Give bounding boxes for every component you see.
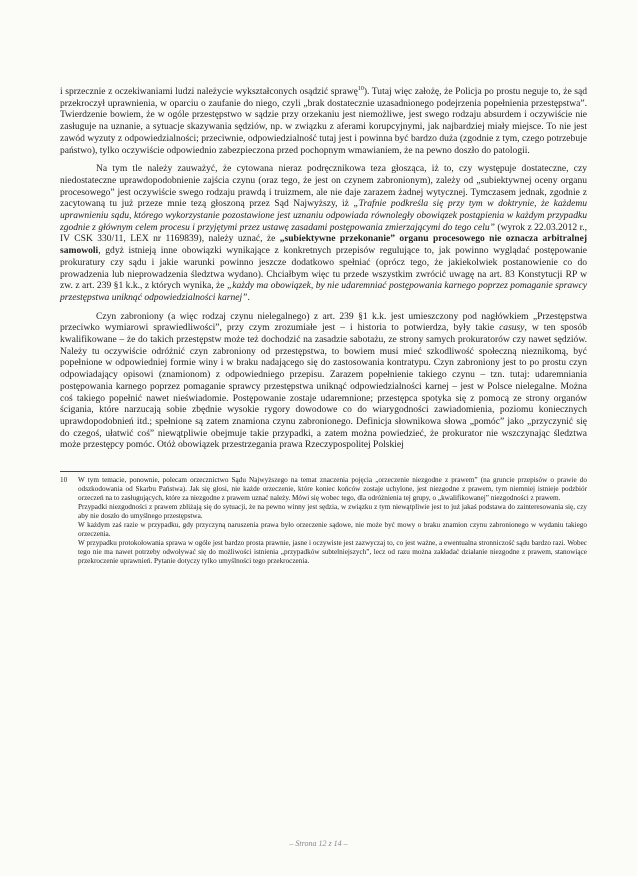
footnote-separator [60, 471, 240, 472]
footnote-paragraph-3: W każdym zaś razie w przypadku, gdy przyczyną naruszenia prawa było orzeczenie sądowe, nie może być mowy o braku znamion czynu zabronionego w wydaniu takiego orzeczenia. [78, 521, 587, 539]
text-run: i sprzecznie z oczekiwaniami ludzi należycie wykształconych osądzić sprawę [60, 86, 358, 97]
paragraph-3 [60, 311, 587, 451]
text-run: (wyrok z 22.03.2012 r., IV CSK 330/11, LEX nr 1169839), należy uznać, że [60, 221, 587, 245]
text-run: , w ten sposób kwalifikowane – że do takich przestępstw może też dochodzić na zasadzie sabotażu, ze strony samych prokuratorów czy nawet sędziów. Należy tu oczywiście odróżnić czyn zabroniony od przestępstwa, to bowiem musi mieć szkodliwość społeczną nieznikomą, być popełnione w odpowiedniej formie winy i w braku nadającego się do zastosowania kontratypu. Czyn zabroniony jest to po prostu czyn odpowiadający opisowi (znamionom) z odpowiedniego przepisu. Zarazem popełnienie takiego czynu – tzn. tutaj: udaremniania postępowania karnego poprzez pomaganie sprawcy przestępstwa uniknąć odpowiedzialności karnej – jest w Polsce nielegalne. Można coś takiego popełnić nawet nieświadomie. Postępowanie zostaje udaremnione; przestępca spotyka się z pomocą ze strony organów ścigania, które narzucają sobie zbędnie wysokie rygory dowodowe co do wiarygodności zawiadomienia, poziomu koniecznych uprawdopodobnień itd.; spełnione są zatem znamiona czynu zabronionego. Definicja słownikowa słowa „pomóc” jako „przyczynić się do czegoś, ułatwić coś” niewątpliwie obejmuje takie przypadki, a zatem można powiedzieć, że prokurator nie wszczynając śledztwa może przestępcy pomóc. Otóż obowiązek przestrzegania prawa Rzeczypospolitej Polskiej [60, 322, 587, 451]
text-run: „każdy ma obowiązek, by nie udaremniać postępowania karnego poprzez pomaganie sprawcy przestępstwa uniknąć odpowiedzialności karnej” [60, 280, 587, 303]
text-run: casusy [499, 322, 525, 334]
page-number: – Strona 12 z 14 – [289, 839, 348, 848]
text-run: „subiektywne przekonanie” organu procesowego nie oznacza arbitralnej samowoli [60, 233, 587, 257]
footnote-paragraph-2: Przypadki niezgodności z prawem zbliżają się do sytuacji, że na pewno winny jest sędzia, w związku z tym niewątpliwie jest to już jakaś podstawa do zainteresowania się, czy aby nie doszło do umyślnego przestępstwa. [78, 503, 587, 521]
text-run: „Trafnie podkreśla się przy tym w doktrynie, że każdemu uprawnieniu sądu, którego wykorzystanie pozostawione jest uznaniu odpowiada równoległy obowiązek postąpienia w każdym przypadku zgodnie z głównym celem procesu i przyjętymi przez ustawę zasadami postępowania zmierzającymi do tego celu” [60, 198, 587, 233]
text-run: , gdyż istnieją inne obowiązki wynikające z konkretnych przepisów regulujące to, jak powinno wyglądać postępowanie prokuratury czy sądu i jakie warunki powinno jeszcze dodatkowo spełniać (oprócz tego, że jakiekolwiek postanowienie co do prowadzenia lub nieprowadzenia śledztwa wydano). Chciałbym więc tu przede wszystkim zwrócić uwagę na art. 83 Konstytucji RP w zw. z art. 239 §1 k.k., z których wynika, że [60, 245, 587, 292]
footnote-body [78, 476, 587, 566]
text-run: Czyn zabroniony (a więc rodzaj czynu nielegalnego) z art. 239 §1 k.k. jest umieszczony pod nagłówkiem „Przestępstwa przeciwko wymiarowi sprawiedliwości”, przy czym zrozumiałe jest – i historia to potwierdza, były takie [60, 310, 587, 334]
text-run: Na tym tle należy zauważyć, że cytowana nieraz podręcznikowa teza głosząca, iż to, czy występuje dostateczne, czy niedostateczne uprawdopodobnienie zajścia czynu (oraz tego, że jest on czynem zabronionym), zależy od „subiektywnej oceny organu procesowego” jest oczywiście swego rodzaju prawdą i truizmem, ale nie daje zarazem żadnej wytycznej. Tymczasem jednak, zgodnie z zacytowaną tu już przeze mnie tezą głoszoną przez Sąd Najwyższy, iż [60, 163, 587, 210]
paragraph-1 [60, 86, 587, 156]
text-run: ). Tutaj więc założę, że Policja po prostu neguje to, że sąd przekroczył uprawnienia, w oparciu o zaufanie do niego, czyli „brak dostatecznie uzasadnionego podejrzenia popełnienia przestępstwa”. Twierdzenie bowiem, że w ogóle przestępstwo w sądzie przy orzekaniu jest niemożliwe, jest swego rodzaju absurdem i oczywiście nie zasługuje na uznanie, a sytuacje skazywania sędziów, np. w związku z aferami korupcyjnymi, jak najbardziej miały miejsce. To nie jest zawód wyzuty z odpowiedzialności; przeciwnie, odpowiedzialność tutaj jest i powinna być bardzo duża (zgodnie z tym, czego potrzebuje państwo), tylko oczywiście odpowiednio zabezpieczona przed pochopnym wmawianiem, że na pewno doszło do patologii. [60, 86, 587, 156]
paragraph-2 [60, 163, 587, 303]
footnote-ref: 10 [357, 85, 364, 92]
footnote-10 [60, 476, 587, 566]
text-run: . [247, 291, 250, 303]
main-text [60, 86, 587, 451]
footnote-paragraph-4: W przypadku protokołowania sprawa w ogóle jest bardzo prosta prawnie, jasne i oczywiste jest zazwyczaj to, co jest ważne, a ewentualna stronniczość sądu bardzo razi. Wobec tego nie ma nawet potrzeby odwoływać się do możliwości istnienia „przypadków subtelniejszych”, lecz od razu można zakładać działanie niezgodne z prawem, stanowiące przekroczenie uprawnień. Pytanie dotyczy tylko umyślności tego przekroczenia. [78, 539, 587, 566]
footnote-number: 10 [60, 476, 68, 485]
footnote-paragraph-1: W tym temacie, ponownie, polecam orzecznictwo Sądu Najwyższego na temat znaczenia pojęcia „orzeczenie niezgodne z prawem” (na gruncie przepisów o prawie do odszkodowania od Skarbu Państwa). Jak się głosi, nie każde orzeczenie, które koniec końców zostaje uchylone, jest niezgodne z prawem, tym niemniej istnieje podzbiór orzeczeń na to zasługujących, które za niezgodne z prawem uznać należy. Mówi się wobec tego, dla odróżnienia tej grupy, o „kwalifikowanej” niezgodności z prawem. [78, 476, 587, 503]
